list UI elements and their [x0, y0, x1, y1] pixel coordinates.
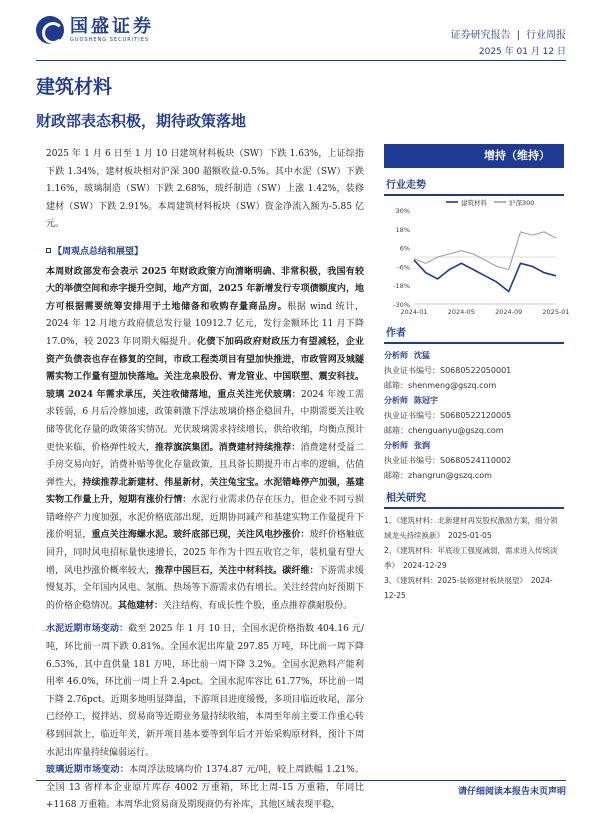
square-bullet-icon — [46, 248, 51, 253]
report-type-line: 证券研究报告 | 行业周报 — [450, 30, 566, 41]
page-title: 建筑材料 — [36, 76, 113, 98]
section-heading: 【周观点总结和展望】 — [46, 244, 364, 262]
logo-name-cn: 国盛证券 — [70, 15, 154, 37]
trend-heading: 行业走势 — [384, 178, 564, 196]
related-item[interactable]: 1、《建筑材料：北新建材再发股权激励方案，细分领域龙头持续换新》 2025-01-05 — [384, 516, 558, 540]
series-line-1 — [414, 232, 556, 270]
y-tick-label: -6% — [397, 263, 410, 272]
logo-icon — [36, 16, 64, 44]
x-tick-label: 2024-05 — [447, 308, 475, 316]
author-list — [384, 348, 564, 483]
legend-label: 建筑材料 — [461, 199, 487, 207]
author-item: 分析师 张润 执业证书编号：S0680524110002 邮箱：zhangrun@gszq.com — [384, 441, 512, 480]
company-logo — [36, 16, 154, 44]
legend-label: 沪深300 — [509, 199, 535, 207]
main-body — [46, 146, 364, 815]
report-date: 2025 年 01 月 12 日 — [478, 47, 566, 57]
x-tick-label: 2025-01 — [542, 308, 570, 316]
series-line-0 — [414, 260, 556, 291]
y-tick-label: 18% — [395, 225, 410, 234]
header-divider — [36, 60, 566, 61]
trend-chart-svg — [384, 196, 570, 320]
page-subtitle: 财政部表态积极，期待政策落地 — [36, 112, 247, 130]
author-item: 分析师 陈冠宇 执业证书编号：S0680522120005 邮箱：chenguanyu@gszq.com — [384, 396, 512, 435]
y-tick-label: -30% — [393, 301, 410, 309]
related-item[interactable]: 3、《建筑材料：2025-装修建材板块展望》 2024-12-25 — [384, 576, 553, 600]
cement-heading: 水泥近期市场变动： — [46, 624, 129, 635]
x-tick-label: 2024-01 — [400, 308, 428, 316]
x-tick-label: 2024-09 — [495, 308, 523, 316]
glass-paragraph: 玻璃近期市场变动：本周浮法玻璃均价 1374.87 元/吨，较上周跌幅 1.21%。全国 13 省样本企业原片库存 4002 万重箱，环比上周-15 万重箱，年同比+1168 万重箱。本周华北贸易商及期现商仍有补库，其他区域表现平稳， — [46, 765, 364, 811]
y-tick-label: 6% — [399, 244, 410, 253]
y-tick-label: 30% — [395, 207, 410, 215]
glass-heading: 玻璃近期市场变动： — [46, 765, 129, 776]
logo-name-en: GUOSHENG SECURITIES — [70, 36, 150, 43]
footer-note: 请仔细阅读本报告末页声明 — [457, 787, 566, 797]
trend-chart — [384, 196, 570, 320]
rating-badge: 增持（维持） — [384, 144, 564, 168]
summary-paragraph: 2025 年 1 月 6 日至 1 月 10 日建筑材料板块（SW）下跌 1.63%，上证综指下跌 1.34%，建材板块相对沪深 300 超额收益-0.5%。其中水泥（SW）下跌 1.16%，玻璃制造（SW）下跌 2.68%，玻纤制造（SW）上涨 1.42%，装修建材（SW）下跌 2.91%。本周建筑材料板块（SW）资金净流入额为-5.85 亿元。 — [46, 149, 364, 230]
y-tick-label: -18% — [393, 282, 410, 291]
footer-divider — [36, 780, 566, 781]
cement-paragraph: 水泥近期市场变动：截至 2025 年 1 月 10 日，全国水泥价格指数 404.16 元/吨，环比前一周下跌 0.81%。全国水泥出库量 297.85 万吨，环比前一周下降 6.53%，其中直供量 181 万吨，环比前一周下降 3.2%。全国水泥熟料产能利用率 46.0%，环比前一周上升 2.4pct。全国水泥库容比 61.77%，环比前一周下降 2.76pct。近期多地明显降温，下游项目进度缓慢，多项目临近收尾，部分已经停工，搅拌站、贸易商等近期业务量持续收缩，本周至年前主要工作重心转移到回款上，临近年关，新开项目基本要等到年后才开始采购原材料，预计下周水泥出库量持续偏弱运行。 — [46, 624, 364, 758]
industry-tag: 行业周报 — [526, 30, 566, 41]
related-item[interactable]: 2、《建筑材料：年底竣工强度减弱，需求进入传统淡季》 2024-12-29 — [384, 546, 558, 570]
sidebar — [384, 144, 570, 603]
author-item: 分析师 沈猛 执业证书编号：S0680522050001 邮箱：shenmeng@gszq.com — [384, 351, 512, 390]
related-heading: 相关研究 — [384, 491, 564, 509]
related-list — [384, 513, 564, 603]
report-type: 证券研究报告 — [450, 30, 511, 41]
author-heading: 作者 — [384, 326, 564, 344]
page-header — [0, 0, 600, 60]
weekly-view-paragraph: 本周财政部发布会表示 2025 年财政政策方向清晰明确、非常积极，我国有较大的举债空间和赤字提升空间，地产方面，2025 年新增发行专项债额度内，地方可根据需要统筹安排用于土地储备和收购存量商品房。根据 wind 统计，2024 年 12 月地方政府债总发行量 10912.7 亿元，发行金额环比 11 月下降 17.0%，较 2023 年同期大幅提升。化债下加码政府财政压力有望减轻，企业资产负债表也存在修复的空间，市政工程类项目有望加快推进，市政管网及城隧需实物工作量有望加快落地。关注龙泉股份、青龙管业、中国联塑、震安科技。玻璃 2024 年需求承压，关注收储落地，重点关注光伏玻璃：2024 年竣工需求转弱，6 月后冷修加速，政策刺激下浮法玻璃价格企稳回升，中期需要关注收储等优化存量的政策落实情况。光伏玻璃需求持续增长，供给收缩，均衡点预计更快来临，价格弹性较大，推荐旗滨集团。消费建材持续推荐：消费建材受益二手房交易向好，消费补贴等优化存量政策，且具备长期提升市占率的逻辑，估值弹性大，持续推荐北新建材、伟星新材，关注兔宝宝。水泥错峰停产加强，基建实物工作量上升，短期有涨价行情：水泥行业需求仍存在压力，但企业不同亏损错峰停产力度加强，水泥价格底部出现，近期协同减产和基建实物工作量提升下涨价明显，重点关注海螺水泥。玻纤底部已现，关注风电抄涨价：玻纤价格触底回升，同时风电招标量快速增长，2025 年作为十四五收官之年，装机量有望大增，风电抄涨价概率较大，推荐中国巨石，关注中材科技。碳纤维：下游需求缓慢复苏，全年国内风电、氢瓶、热场等下游需求仍有增长。关注经营向好预期下的价格企稳情况。其他建材：关注结构、有成长性个股，重点推荐濮耐股份。 — [46, 266, 364, 611]
